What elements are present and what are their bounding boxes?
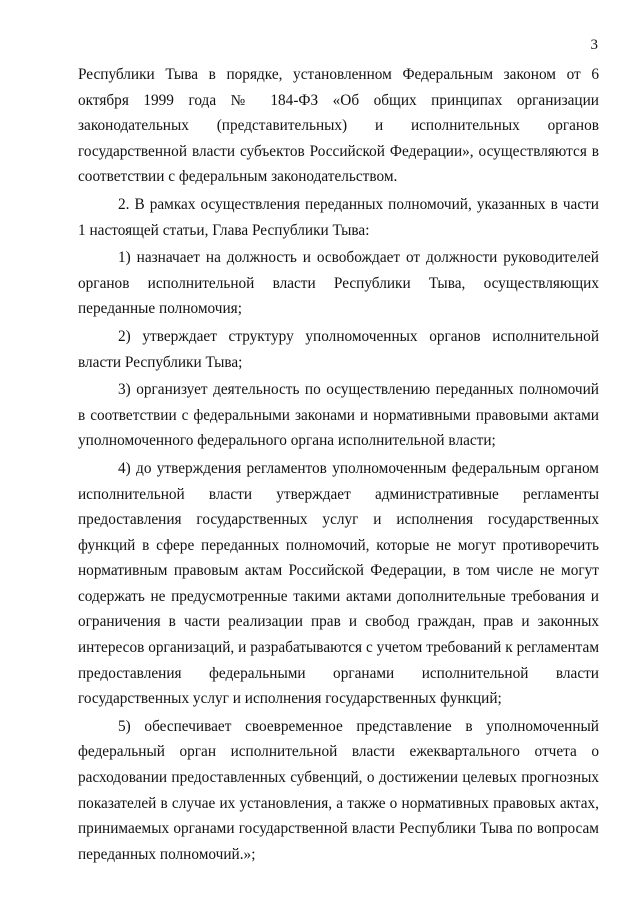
- paragraph-subitem-2: 2) утверждает структуру уполномоченных органов исполнительной власти Республики Тыва;: [78, 327, 599, 371]
- paragraph-continuation: Республики Тыва в порядке, установленном Федеральным законом от 6 октября 1999 года № 184-ФЗ «Об общих принципах организации законодательных (представительных) и исполнительных органов государственной власти субъектов Российской Федерации», осуществляются в соответствии с федеральным законодательством.: [78, 66, 599, 186]
- paragraph-subitem-1: 1) назначает на должность и освобождает от должности руководителей органов исполнительной власти Республики Тыва, осуществляющих переданные полномочия;: [78, 249, 599, 318]
- paragraph-subitem-4: 4) до утверждения регламентов уполномоченным федеральным органом исполнительной власти утверждает административные регламенты предоставления государственных услуг и исполнения государственных функций в сфере переданных полномочий, которые не могут противоречить нормативным правовым актам Российской Федерации, в том числе не могут содержать не предусмотренные такими актами дополнительные требования и ограничения в части реализации прав и свобод граждан, прав и законных интересов организаций, и разрабатываются с учетом требований к регламентам предоставления федеральными органами исполнительной власти государственных услуг и исполнения государственных функций;: [78, 459, 599, 708]
- page-number: 3: [590, 37, 598, 53]
- paragraph-item-2: 2. В рамках осуществления переданных полномочий, указанных в части 1 настоящей статьи, Глава Республики Тыва:: [78, 195, 599, 239]
- document-body: [78, 62, 599, 867]
- paragraph-subitem-3: 3) организует деятельность по осуществлению переданных полномочий в соответствии с федеральными законами и нормативными правовыми актами уполномоченного федерального органа исполнительной власти;: [78, 381, 599, 450]
- paragraph-subitem-5: 5) обеспечивает своевременное представление в уполномоченный федеральный орган исполнительной власти ежеквартального отчета о расходовании предоставленных субвенций, о достижении целевых прогнозных показателей в случае их установления, а также о нормативных правовых актах, принимаемых органами государственной власти Республики Тыва по вопросам переданных полномочий.»;: [78, 717, 599, 863]
